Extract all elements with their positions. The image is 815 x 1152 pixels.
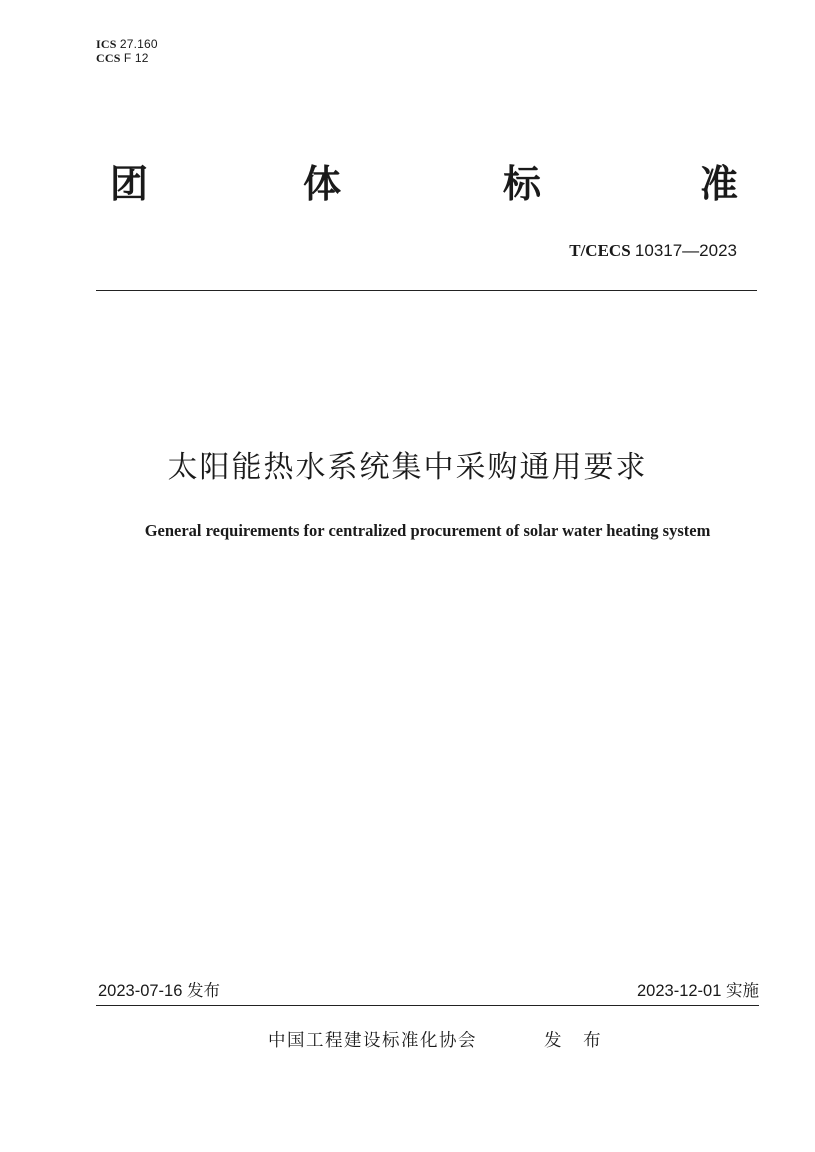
standard-type-char-3: 标: [503, 162, 542, 206]
ics-value: 27.160: [119, 37, 158, 51]
standard-number-code: 10317—2023: [634, 241, 737, 260]
top-divider: [96, 290, 757, 291]
ccs-value: F 12: [123, 51, 149, 65]
ccs-label: CCS: [96, 51, 121, 65]
title-english: General requirements for centralized procurement of solar water heating system: [144, 521, 711, 540]
implementation-date: 2023-12-01 实施: [637, 982, 759, 1000]
publisher-name: 中国工程建设标准化协会: [268, 1031, 477, 1051]
standard-type-char-2: 体: [303, 162, 342, 206]
title-chinese: 太阳能热水系统集中采购通用要求: [167, 450, 648, 485]
standard-type-char-1: 团: [110, 162, 149, 206]
bottom-divider: [96, 1005, 759, 1006]
issue-date: 2023-07-16 发布: [98, 982, 220, 1000]
ics-code: [96, 37, 158, 51]
ccs-code: [96, 51, 149, 65]
standard-type-char-4: 准: [700, 162, 739, 206]
ics-label: ICS: [96, 37, 117, 51]
standard-number-prefix: T/CECS: [569, 241, 631, 260]
standard-number: [569, 240, 737, 262]
publish-label: 发 布: [544, 1031, 609, 1051]
